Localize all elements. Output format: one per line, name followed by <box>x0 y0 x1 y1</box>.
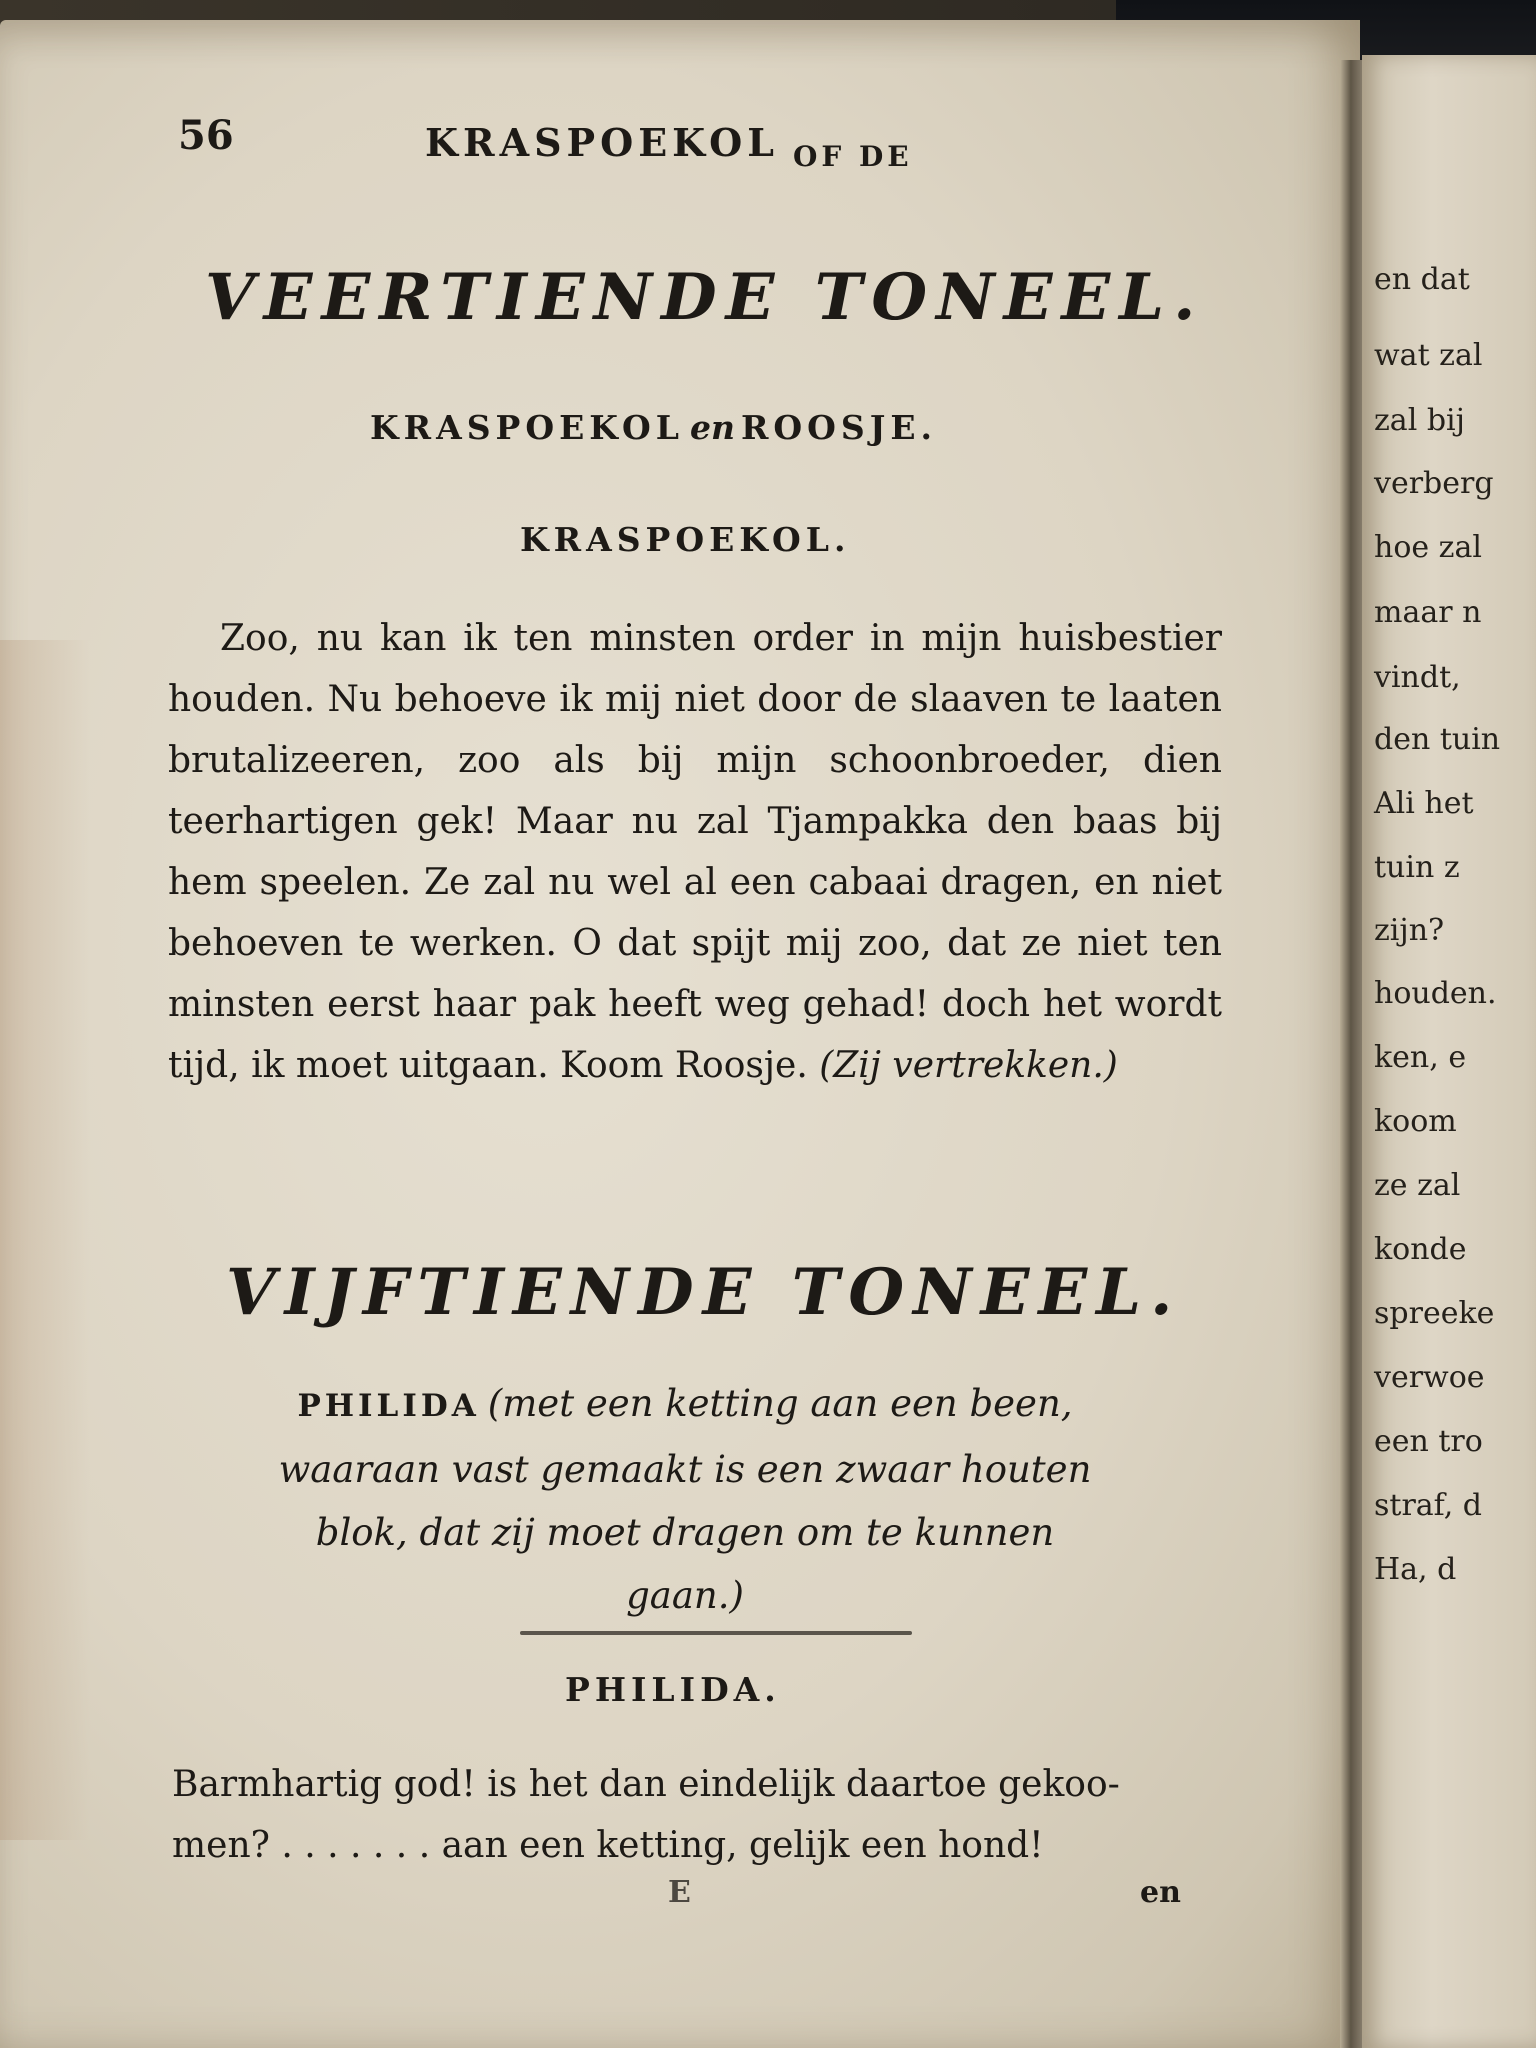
speech-text: Zoo, nu kan ik ten minsten order in mijn huisbestier houden. Nu behoeve ik mij niet door de slaaven te laaten brutalizeeren, zoo als bij mijn schoonbroeder, dien teerhartigen gek! Maar nu zal Tjampakka den baas bij hem speelen. Ze zal nu wel al een cabaai dragen, en niet behoeven te werken. O dat spijt mij zoo, dat ze niet ten minsten eerst haar pak heeft weg gehad! doch het wordt tijd, ik moet uitgaan. Koom Roosje. <box>168 618 1222 1086</box>
facing-line: vindt, <box>1374 660 1461 695</box>
scene-14-cast <box>370 408 937 447</box>
facing-line: en dat <box>1374 262 1470 297</box>
page-stain <box>0 640 90 1840</box>
philida-speech-line-2: men? . . . . . . . aan een ketting, gelijk een hond! <box>172 1825 1044 1866</box>
catchword: en <box>1140 1875 1181 1910</box>
stage-direction-exit: (Zij vertrekken.) <box>819 1045 1118 1086</box>
kraspoekol-speech <box>168 608 1222 1096</box>
cast-join: en <box>690 408 735 447</box>
ornamental-rule <box>520 1631 912 1635</box>
page-number: 56 <box>178 112 234 159</box>
speaker-philida: PHILIDA. <box>565 1670 781 1709</box>
facing-line: zijn? <box>1374 913 1445 948</box>
facing-line: spreeke <box>1374 1296 1495 1331</box>
facing-line: den tuin <box>1374 722 1501 757</box>
running-head-title: KRASPOEKOL <box>425 120 779 165</box>
facing-line: Ali het <box>1374 786 1474 821</box>
philida-speech <box>172 1754 1188 1876</box>
facing-line: hoe zal <box>1374 530 1482 565</box>
facing-line: verwoe <box>1374 1360 1485 1395</box>
facing-line: maar n <box>1374 595 1482 630</box>
facing-line: Ha, d <box>1374 1552 1457 1587</box>
facing-line: zal bij <box>1374 403 1465 438</box>
left-page <box>0 20 1360 2048</box>
signature-mark: E <box>668 1875 691 1910</box>
running-head <box>425 120 913 173</box>
running-head-suffix: OF DE <box>793 140 913 173</box>
scene-15-stage-direction <box>260 1372 1110 1627</box>
scene-14-title: VEERTIENDE TONEEL. <box>205 260 1205 335</box>
facing-line: koom <box>1374 1104 1457 1139</box>
character-philida: PHILIDA <box>297 1388 480 1424</box>
facing-line: houden. <box>1374 976 1497 1011</box>
facing-line: verberg <box>1374 466 1494 501</box>
facing-line: ken, e <box>1374 1040 1467 1075</box>
facing-line: konde <box>1374 1232 1467 1267</box>
scene-15-title: VIJFTIENDE TONEEL. <box>226 1255 1182 1330</box>
direction-text: (met een ketting aan een been, waaraan vast gemaakt is een zwaar houten blok, dat zij moet dragen om te kunnen gaan.) <box>278 1382 1092 1617</box>
speaker-kraspoekol: KRASPOEKOL. <box>520 520 851 559</box>
cast-roosje: ROOSJE. <box>741 408 938 447</box>
facing-line: ze zal <box>1374 1168 1461 1203</box>
facing-line: wat zal <box>1374 338 1483 373</box>
facing-line: een tro <box>1374 1424 1483 1459</box>
cast-kraspoekol: KRASPOEKOL <box>370 408 684 447</box>
book-gutter <box>1340 60 1364 2048</box>
facing-line: tuin z <box>1374 850 1460 885</box>
philida-speech-line-1: Barmhartig god! is het dan eindelijk daartoe gekoo- <box>172 1764 1120 1805</box>
facing-line: straf, d <box>1374 1488 1482 1523</box>
